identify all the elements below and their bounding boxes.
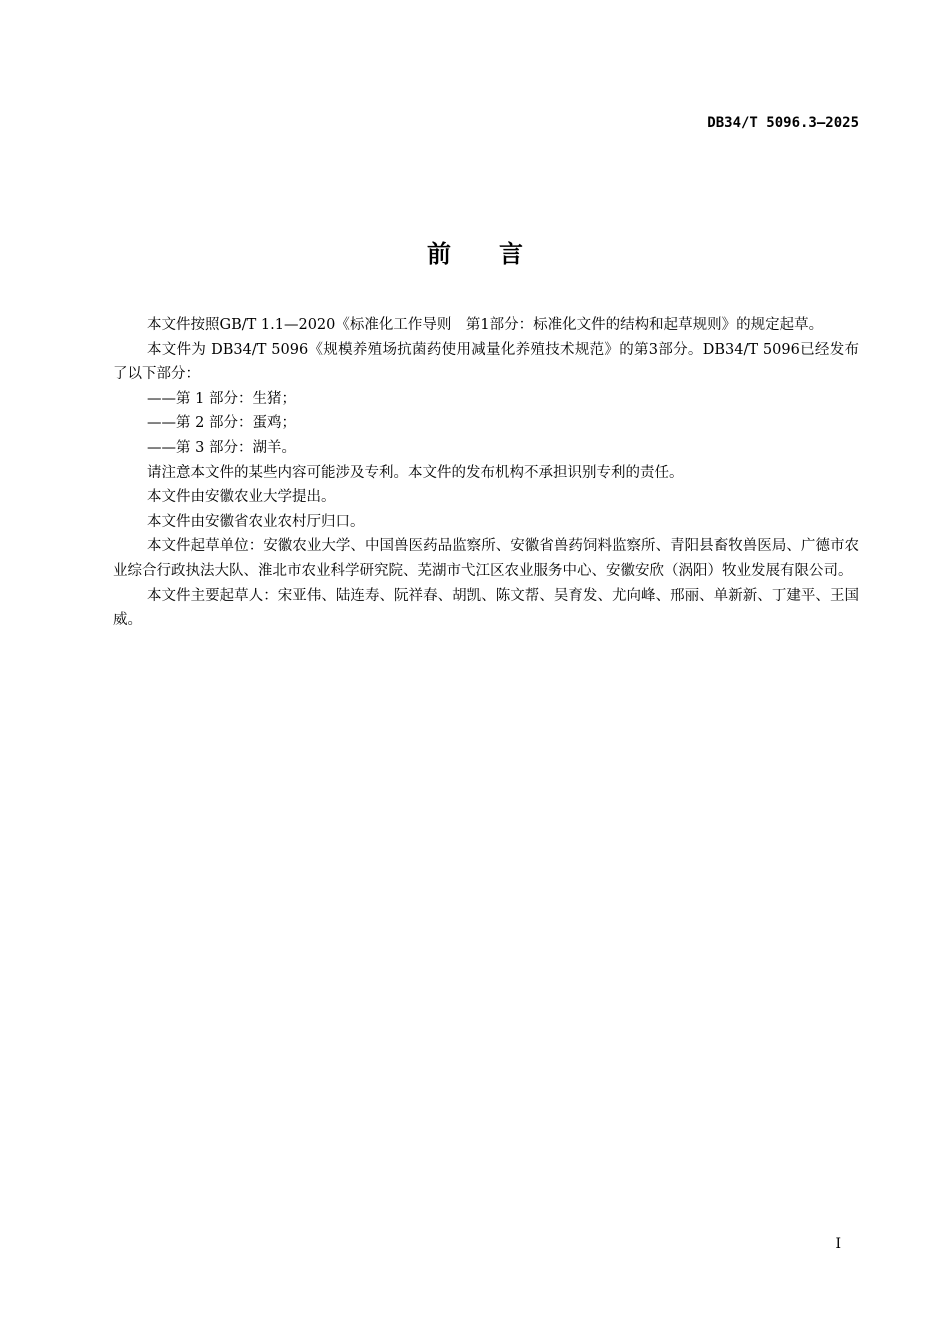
document-code: DB34/T 5096.3—2025 [707, 115, 859, 131]
paragraph-standard-parts: 本文件为 DB34/T 5096《规模养殖场抗菌药使用减量化养殖技术规范》的第3部分。DB34/T 5096已经发布了以下部分： [113, 341, 859, 383]
foreword-body [113, 313, 859, 633]
paragraph-proposer: 本文件由安徽农业大学提出。 [147, 489, 336, 506]
paragraph-drafting-units: 本文件起草单位：安徽农业大学、中国兽医药品监察所、安徽省兽药饲料监察所、青阳县畜牧兽医局、广德市农业综合行政执法大队、淮北市农业科学研究院、芜湖市弋江区农业服务中心、安徽安欣（涡阳）牧业发展有限公司。 [113, 538, 859, 579]
paragraph-patent-notice: 请注意本文件的某些内容可能涉及专利。本文件的发布机构不承担识别专利的责任。 [147, 464, 684, 481]
paragraph-drafting-rules: 本文件按照GB/T 1.1—2020《标准化工作导则 第1部分：标准化文件的结构和起草规则》的规定起草。 [147, 317, 824, 333]
paragraph-main-drafters: 本文件主要起草人：宋亚伟、陆连寿、阮祥春、胡凯、陈文帮、吴育发、尤向峰、邢丽、单新新、丁建平、王国威。 [113, 587, 859, 629]
page-number: I [835, 1236, 841, 1252]
list-item-part-2: ——第 2 部分：蛋鸡； [147, 415, 296, 432]
page-title: 前言 [427, 240, 571, 268]
list-item-part-3: ——第 3 部分：湖羊。 [147, 439, 296, 456]
paragraph-responsible-authority: 本文件由安徽省农业农村厅归口。 [147, 513, 365, 530]
list-item-part-1: ——第 1 部分：生猪； [147, 390, 296, 407]
